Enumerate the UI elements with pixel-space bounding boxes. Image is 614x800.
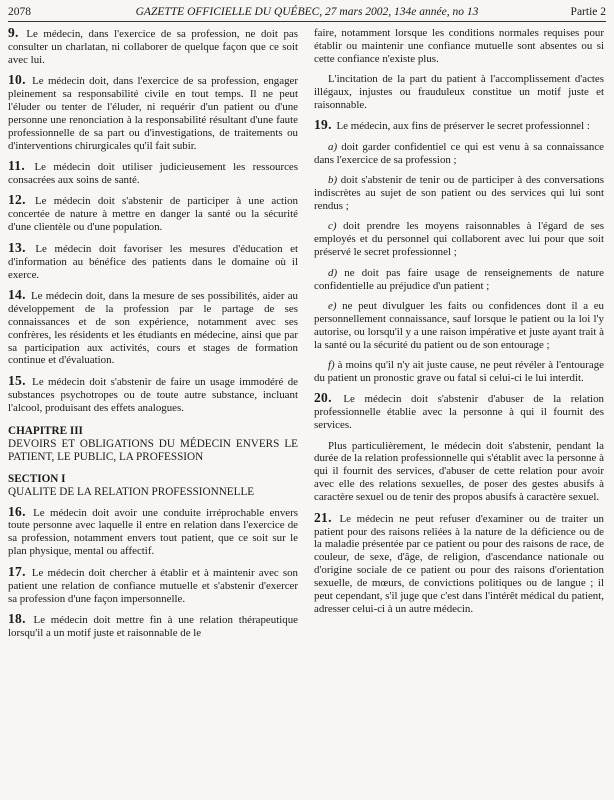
article-18 [8,610,298,640]
article-text: Le médecin doit favoriser les mesures d'éducation et d'information au bénéfice des patients dans le domaine où il exerce. [8,242,298,281]
section-title: QUALITE DE LA RELATION PROFESSIONNELLE [8,485,255,498]
part-label: Partie 2 [570,6,606,18]
article-text: Le médecin, aux fins de préserver le secret professionnel : [336,120,590,133]
article-20-paragraph-2: Plus particulièrement, le médecin doit s'abstenir, pendant la durée de la relation professionnelle qui s'établit avec la personne à qui il fournit des services, d'abuser de cette relation pour avoir avec elle des relations sexuelles, de poser des gestes abusifs à caractère sexuel ou de tenir des propos abusifs à caractère sexuel. [314,439,604,504]
item-text: doit prendre les moyens raisonnables à l'égard de ses employés et du personnel qui collaborent avec lui pour que soit préservé le secret professionnel ; [314,220,604,259]
article-text: Le médecin doit s'abstenir de participer à une action concertée de nature à mettre en danger la santé ou la sécurité d'une clientèle ou d'une population. [8,195,298,234]
article-number: 13. [8,239,26,255]
article-19 [314,119,604,133]
item-label: d) [328,266,338,279]
article-9 [8,27,298,67]
article-19-item-a [314,141,604,167]
item-label: c) [328,220,337,233]
article-number: 17. [8,563,26,579]
article-10 [8,74,298,152]
article-19-item-b [314,174,604,213]
article-text: Le médecin doit, dans l'exercice de sa profession, engager pleinement sa responsabilité civile en tout temps. Il ne peut l'éluder ou tenter de l'éluder, ni requérir d'un patient ou d'une personne une renonciation à la responsabilité résultant d'une faute professionnelle de sa part ou d'investigations, de traitements ou d'interventions chirurgicales qu'il fait subir. [8,75,298,152]
article-text: Le médecin ne peut refuser d'examiner ou de traiter un patient pour des raisons reliées à la nature de la déficience ou de la maladie présentée par ce patient ou pour des raisons de race, de couleur, de sexe, d'âge, de religion, d'ascendance nationale ou d'origine sociale de ce patient ou pour des raisons d'orientation sexuelle, de mœurs, de convictions politiques ou de langue ; il peut cependant, s'il juge que c'est dans l'intérêt médical du patient, adresser celui-ci à un autre médecin. [314,512,604,615]
article-15 [8,372,298,415]
article-18-paragraph-2: L'incitation de la part du patient à l'accomplissement d'actes illégaux, injustes ou frauduleux constitue un motif juste et raisonnable. [314,73,604,112]
article-21 [314,509,604,616]
item-label: a) [328,140,338,153]
article-number: 12. [8,192,26,208]
page-header [8,4,606,20]
item-label: e) [328,299,337,312]
article-11 [8,160,298,187]
left-column [8,27,298,797]
article-19-item-d [314,267,604,293]
article-16 [8,503,298,559]
article-text: Le médecin doit chercher à établir et à maintenir avec son patient une relation de confiance mutuelle et s'abstenir d'exercer sa profession d'une façon impersonnelle. [8,566,298,605]
article-text: Le médecin doit avoir une conduite irréprochable envers toute personne avec laquelle il entre en relation dans l'exercice de sa profession, notamment envers tout patient, que ce soit sur le plan physique, mental ou affectif. [8,506,298,558]
article-text: Le médecin doit, dans la mesure de ses possibilités, aider au développement de la profession par le partage de ses connaissances et de son expérience, notamment avec ses confrères, les résidents et les étudiants en médecine, ainsi que par sa participation aux activités, cours et stages de formation continue et d'évaluation. [8,289,298,367]
article-number: 14. [8,286,26,302]
item-text: ne doit pas faire usage de renseignements de nature confidentielle au préjudice d'un patient ; [314,266,604,292]
item-text: à moins qu'il n'y ait juste cause, ne peut révéler à l'entourage du patient un pronostic grave ou fatal si celui-ci le lui interdit. [314,359,604,384]
article-text: Le médecin doit mettre fin à une relation thérapeutique lorsqu'il a un motif juste et raisonnable de le [8,613,298,639]
article-14 [8,286,298,367]
article-number: 9. [8,27,19,40]
chapter-title: DEVOIRS ET OBLIGATIONS DU MÉDECIN ENVERS LE PATIENT, LE PUBLIC, LA PROFESSION [8,437,298,463]
article-text: Le médecin doit s'abstenir d'abuser de la relation professionnelle établie avec la personne à qui il fournit des services. [314,393,604,432]
article-text: Le médecin doit utiliser judicieusement les ressources consacrées aux soins de santé. [8,161,298,187]
article-19-item-f [314,359,604,385]
article-number: 16. [8,503,26,519]
gazette-title: GAZETTE OFFICIELLE DU QUÉBEC, 27 mars 2002, 134e année, no 13 [135,6,479,18]
article-18-continued: faire, notamment lorsque les conditions normales requises pour établir ou maintenir une confiance mutuelle sont absentes ou si cette confiance n'existe plus. [314,27,604,65]
item-text: doit s'abstenir de tenir ou de participer à des conversations indiscrètes au sujet de son patient ou des services qui lui sont rendus ; [314,174,604,212]
article-20 [314,392,604,432]
article-text: Le médecin, dans l'exercice de sa profession, ne doit pas consulter un charlatan, ni collaborer de quelque façon que ce soit avec lui. [8,28,298,66]
article-number: 15. [8,372,26,388]
article-text: Le médecin doit s'abstenir de faire un usage immodéré de substances psychotropes ou de toute autre substance, incluant l'alcool, produisant des effets analogues. [8,375,298,414]
chapter-heading [8,425,298,464]
article-number: 21. [314,509,332,525]
section-heading [8,473,298,499]
article-number: 11. [8,158,26,174]
item-label: b) [328,174,338,187]
header-rule [8,21,606,22]
item-label: f) [328,359,335,372]
article-number: 20. [314,390,332,406]
article-number: 10. [8,72,26,88]
right-column [314,27,604,797]
item-text: doit garder confidentiel ce qui est venu à sa connaissance dans l'exercice de sa profession ; [314,140,604,166]
page-number: 2078 [8,6,31,18]
article-number: 18. [8,610,26,626]
article-12 [8,194,298,234]
article-19-item-c [314,220,604,259]
article-13 [8,239,298,282]
item-text: ne peut divulguer les faits ou confidences dont il a eu personnellement connaissance, sauf lorsque le patient ou la loi l'y autorise, ou lorsqu'il y a une raison impérative et juste ayant trait à la santé ou la sécurité du patient ou de son entourage ; [314,299,604,351]
article-number: 19. [314,117,332,133]
chapter-number: CHAPITRE III [8,424,83,437]
section-number: SECTION I [8,472,66,485]
article-17 [8,563,298,606]
article-19-item-e [314,300,604,352]
